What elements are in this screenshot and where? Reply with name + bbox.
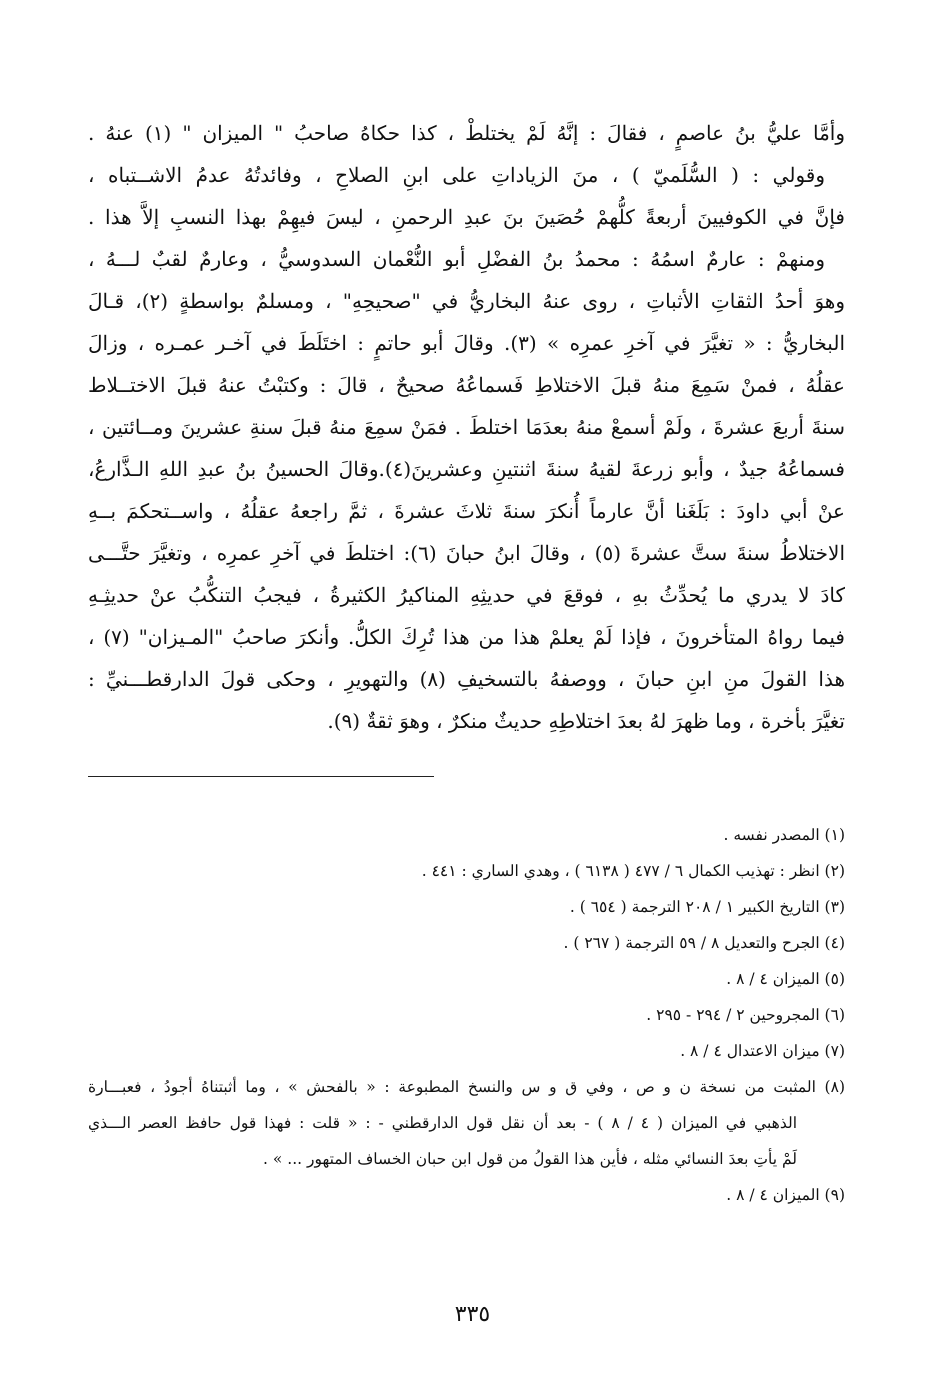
text-line: وهوَ أحدُ الثقاتِ الأثباتِ ، روى عنهُ البخاريُّ في "صحيحِهِ" ، ومسلمٌ بواسطةٍ (٢)، قـالَ — [88, 289, 845, 313]
footnotes — [88, 817, 845, 1213]
footnote: (٢) انظر : تهذيب الكمال ٦ / ٤٧٧ ( ٦١٣٨ ) ، وهدي الساري : ٤٤١ . — [421, 862, 845, 880]
footnote: (٩) الميزان ٤ / ٨ . — [726, 1186, 845, 1204]
text-line: وقولي : ( السُّلَميّ ) ، منَ الزياداتِ على ابنِ الصلاحِ ، وفائدتُهُ عدمُ الاشــتباه ، — [88, 163, 825, 187]
page-number: ٣٣٥ — [454, 1302, 491, 1327]
main-text — [88, 112, 845, 742]
footnote: (٧) ميزان الاعتدال ٤ / ٨ . — [680, 1042, 845, 1060]
text-line: عقلُهُ ، فمنْ سَمِعَ منهُ قبلَ الاختلاطِ فَسماعُهُ صحيحٌ ، قالَ : وكتبْتُ عنهُ قبلَ الاختــلاط — [88, 373, 845, 397]
text-line: سنةَ أربعَ عشرةَ ، ولَمْ أسمعْ منهُ بعدَمَا اختلطَ . فمَنْ سمِعَ منهُ قبلَ سنةِ عشرينَ ومــائتين ، — [88, 415, 845, 439]
text-line: كادَ لا يدري ما يُحدِّثُ بهِ ، فوقعَ في حديثِهِ المناكيرُ الكثيرةُ ، فيجبُ التنكُّبُ عنْ حديثِـهِ — [88, 583, 845, 607]
footnote: (١) المصدر نفسه . — [723, 826, 845, 844]
text-line: ومنهمْ : عارمٌ اسمُهُ : محمدُ بنُ الفضْلِ أبو النُّعْمان السدوسيُّ ، وعارمٌ لقبٌ لـــهُ ، — [88, 247, 825, 271]
footnote: (٥) الميزان ٤ / ٨ . — [726, 970, 845, 988]
text-line: هذا القولَ منِ ابنِ حبانَ ، ووصفهُ بالتسخيفِ (٨) والتهويرِ ، وحكى قولَ الدارقطـــنيِّ : — [88, 667, 845, 691]
text-line: البخاريُّ : « تغيَّرَ في آخرِ عمرِه » (٣). وقالَ أبو حاتمٍ : اختَلَطَ في آخـر عمـره ، وزالَ — [88, 331, 845, 355]
footnote-continuation: الذهبي في الميزان ( ٤ / ٨ ) - بعد أن نقل قول الدارقطني - : « قلت : فهذا قول حافظ العصر الـــذي — [88, 1114, 798, 1132]
footnote-continuation: لَمْ يأتِ بعدَ النسائي مثله ، فأين هذا القولُ من قول ابن حبان الخساف المتهور ... » . — [263, 1150, 797, 1168]
text-line: فيما رواهُ المتأخرونَ ، فإذا لَمْ يعلمْ هذا من هذا تُرِكَ الكلُّ. وأنكرَ صاحبُ "المـيزان" (٧) ، — [88, 625, 845, 649]
text-line: فإنَّ في الكوفيينَ أربعةً كلُّهمْ حُصَينَ بنَ عبدِ الرحمنِ ، ليسَ فيهِمْ بهذا النسبِ إلاَّ هذا . — [88, 205, 845, 229]
text-line: الاختلاطُ سنةَ ستَّ عشرةَ (٥) ، وقالَ ابنُ حبانَ (٦): اختلطَ في آخرِ عمرِه ، وتغيَّرَ حتَّـــى — [88, 541, 845, 565]
footnote: (٤) الجرح والتعديل ٨ / ٥٩ الترجمة ( ٢٦٧ ) . — [563, 934, 845, 952]
footnote: (٦) المجروحين ٢ / ٢٩٤ - ٢٩٥ . — [646, 1006, 845, 1024]
text-line: تغيَّرَ بأخرة ، وما ظهرَ لهُ بعدَ اختلاطِهِ حديثٌ منكرٌ ، وهوَ ثقةٌ (٩). — [327, 709, 845, 733]
footnote: (٨) المثبت من نسخة ن و ص ، وفي ق و س والنسخ المطبوعة : « بالفحش » ، وما أثبتناهُ أجودُ ، فعبـــارة — [88, 1078, 845, 1096]
text-line: عنْ أبي داودَ : بَلَغَنا أنَّ عارماً أُنكرَ سنةَ ثلاثَ عشرةَ ، ثمَّ راجعهُ عقلُهُ ، واســتحكمَ بــهِ — [88, 499, 845, 523]
footnote-divider — [88, 776, 434, 777]
text-line: وأمَّا عليُّ بنُ عاصمٍ ، فقالَ : إنَّهُ لَمْ يختلطْ ، كذا حكاهُ صاحبُ " الميزان " (١) عنهُ . — [88, 121, 845, 145]
text-line: فسماعُهُ جيدٌ ، وأبو زرعةَ لقيهُ سنةَ اثنتينِ وعشرينَ(٤).وقالَ الحسينُ بنُ عبدِ اللهِ الـذَّارعُ، — [88, 457, 845, 481]
footnote: (٣) التاريخ الكبير ١ / ٢٠٨ الترجمة ( ٦٥٤ ) . — [569, 898, 845, 916]
